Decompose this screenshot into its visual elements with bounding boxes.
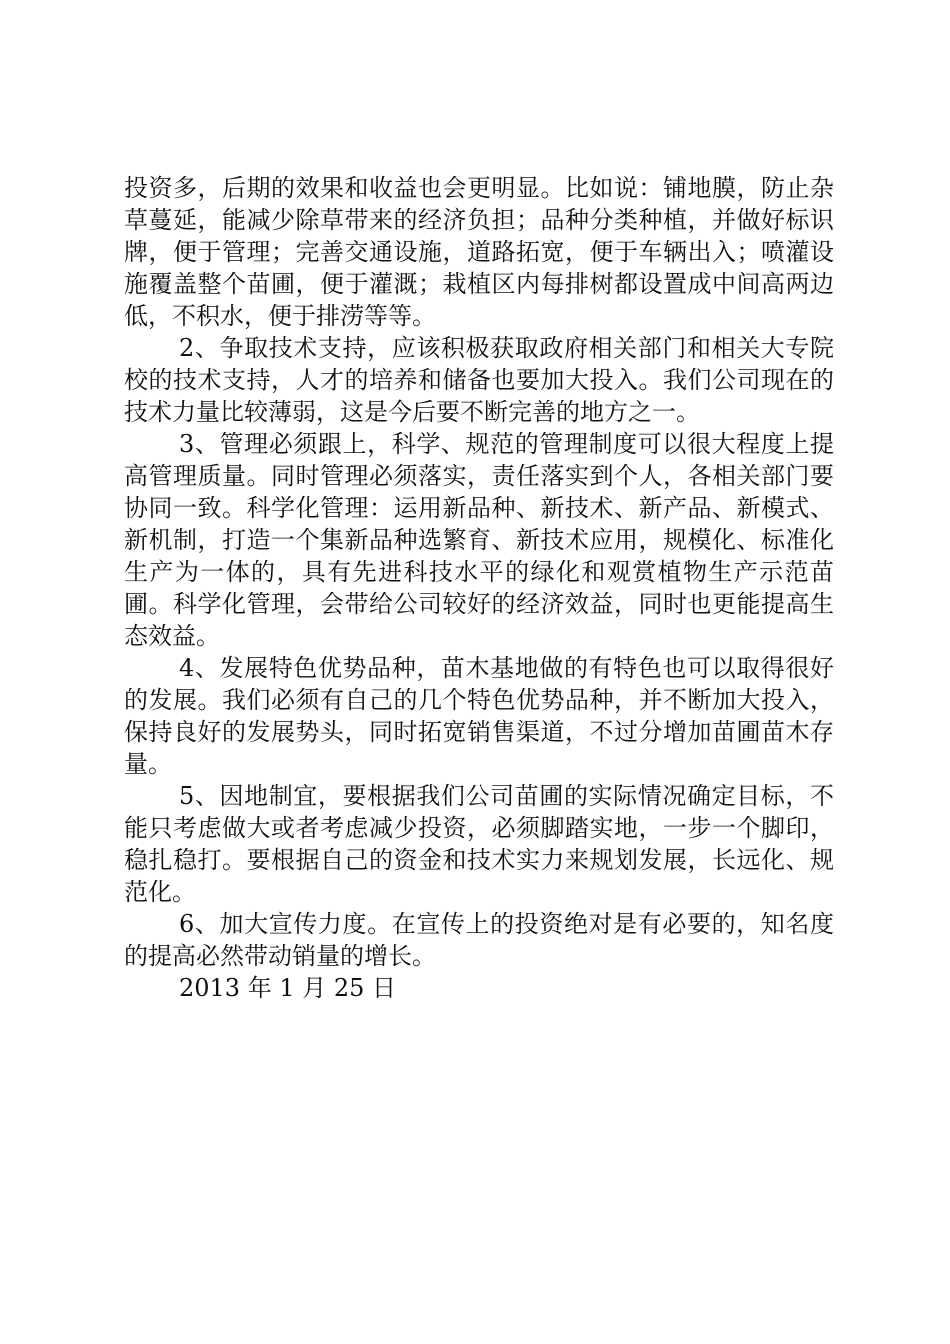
document-date: 2013 年 1 月 25 日 xyxy=(179,974,397,1002)
paragraph-continuation: 投资多，后期的效果和收益也会更明显。比如说：铺地膜，防止杂草蔓延，能减少除草带来的经济负担；品种分类种植，并做好标识牌，便于管理；完善交通设施，道路拓宽，便于车辆出入；喷灌设施覆盖整个苗圃，便于灌溉；栽植区内每排树都设置成中间高两边低，不积水，便于排涝等等。 xyxy=(124,174,834,330)
paragraph-local-conditions: 5、因地制宜，要根据我们公司苗圃的实际情况确定目标，不能只考虑做大或者考虑减少投资，必须脚踏实地，一步一个脚印，稳扎稳打。要根据自己的资金和技术实力来规划发展，长远化、规范化。 xyxy=(124,782,834,906)
paragraph-publicity: 6、加大宣传力度。在宣传上的投资绝对是有必要的，知名度的提高必然带动销量的增长。 xyxy=(124,910,834,970)
document-body xyxy=(124,172,834,1004)
paragraph-management: 3、管理必须跟上，科学、规范的管理制度可以很大程度上提高管理质量。同时管理必须落实，责任落实到个人，各相关部门要协同一致。科学化管理：运用新品种、新技术、新产品、新模式、新机制，打造一个集新品种选繁育、新技术应用，规模化、标准化生产为一体的，具有先进科技水平的绿化和观赏植物生产示范苗圃。科学化管理，会带给公司较好的经济效益，同时也更能提高生态效益。 xyxy=(124,430,834,650)
paragraph-technical-support: 2、争取技术支持，应该积极获取政府相关部门和相关大专院校的技术支持，人才的培养和储备也要加大投入。我们公司现在的技术力量比较薄弱，这是今后要不断完善的地方之一。 xyxy=(124,334,834,426)
paragraph-featured-varieties: 4、发展特色优势品种，苗木基地做的有特色也可以取得很好的发展。我们必须有自己的几个特色优势品种，并不断加大投入，保持良好的发展势头，同时拓宽销售渠道，不过分增加苗圃苗木存量。 xyxy=(124,654,834,778)
